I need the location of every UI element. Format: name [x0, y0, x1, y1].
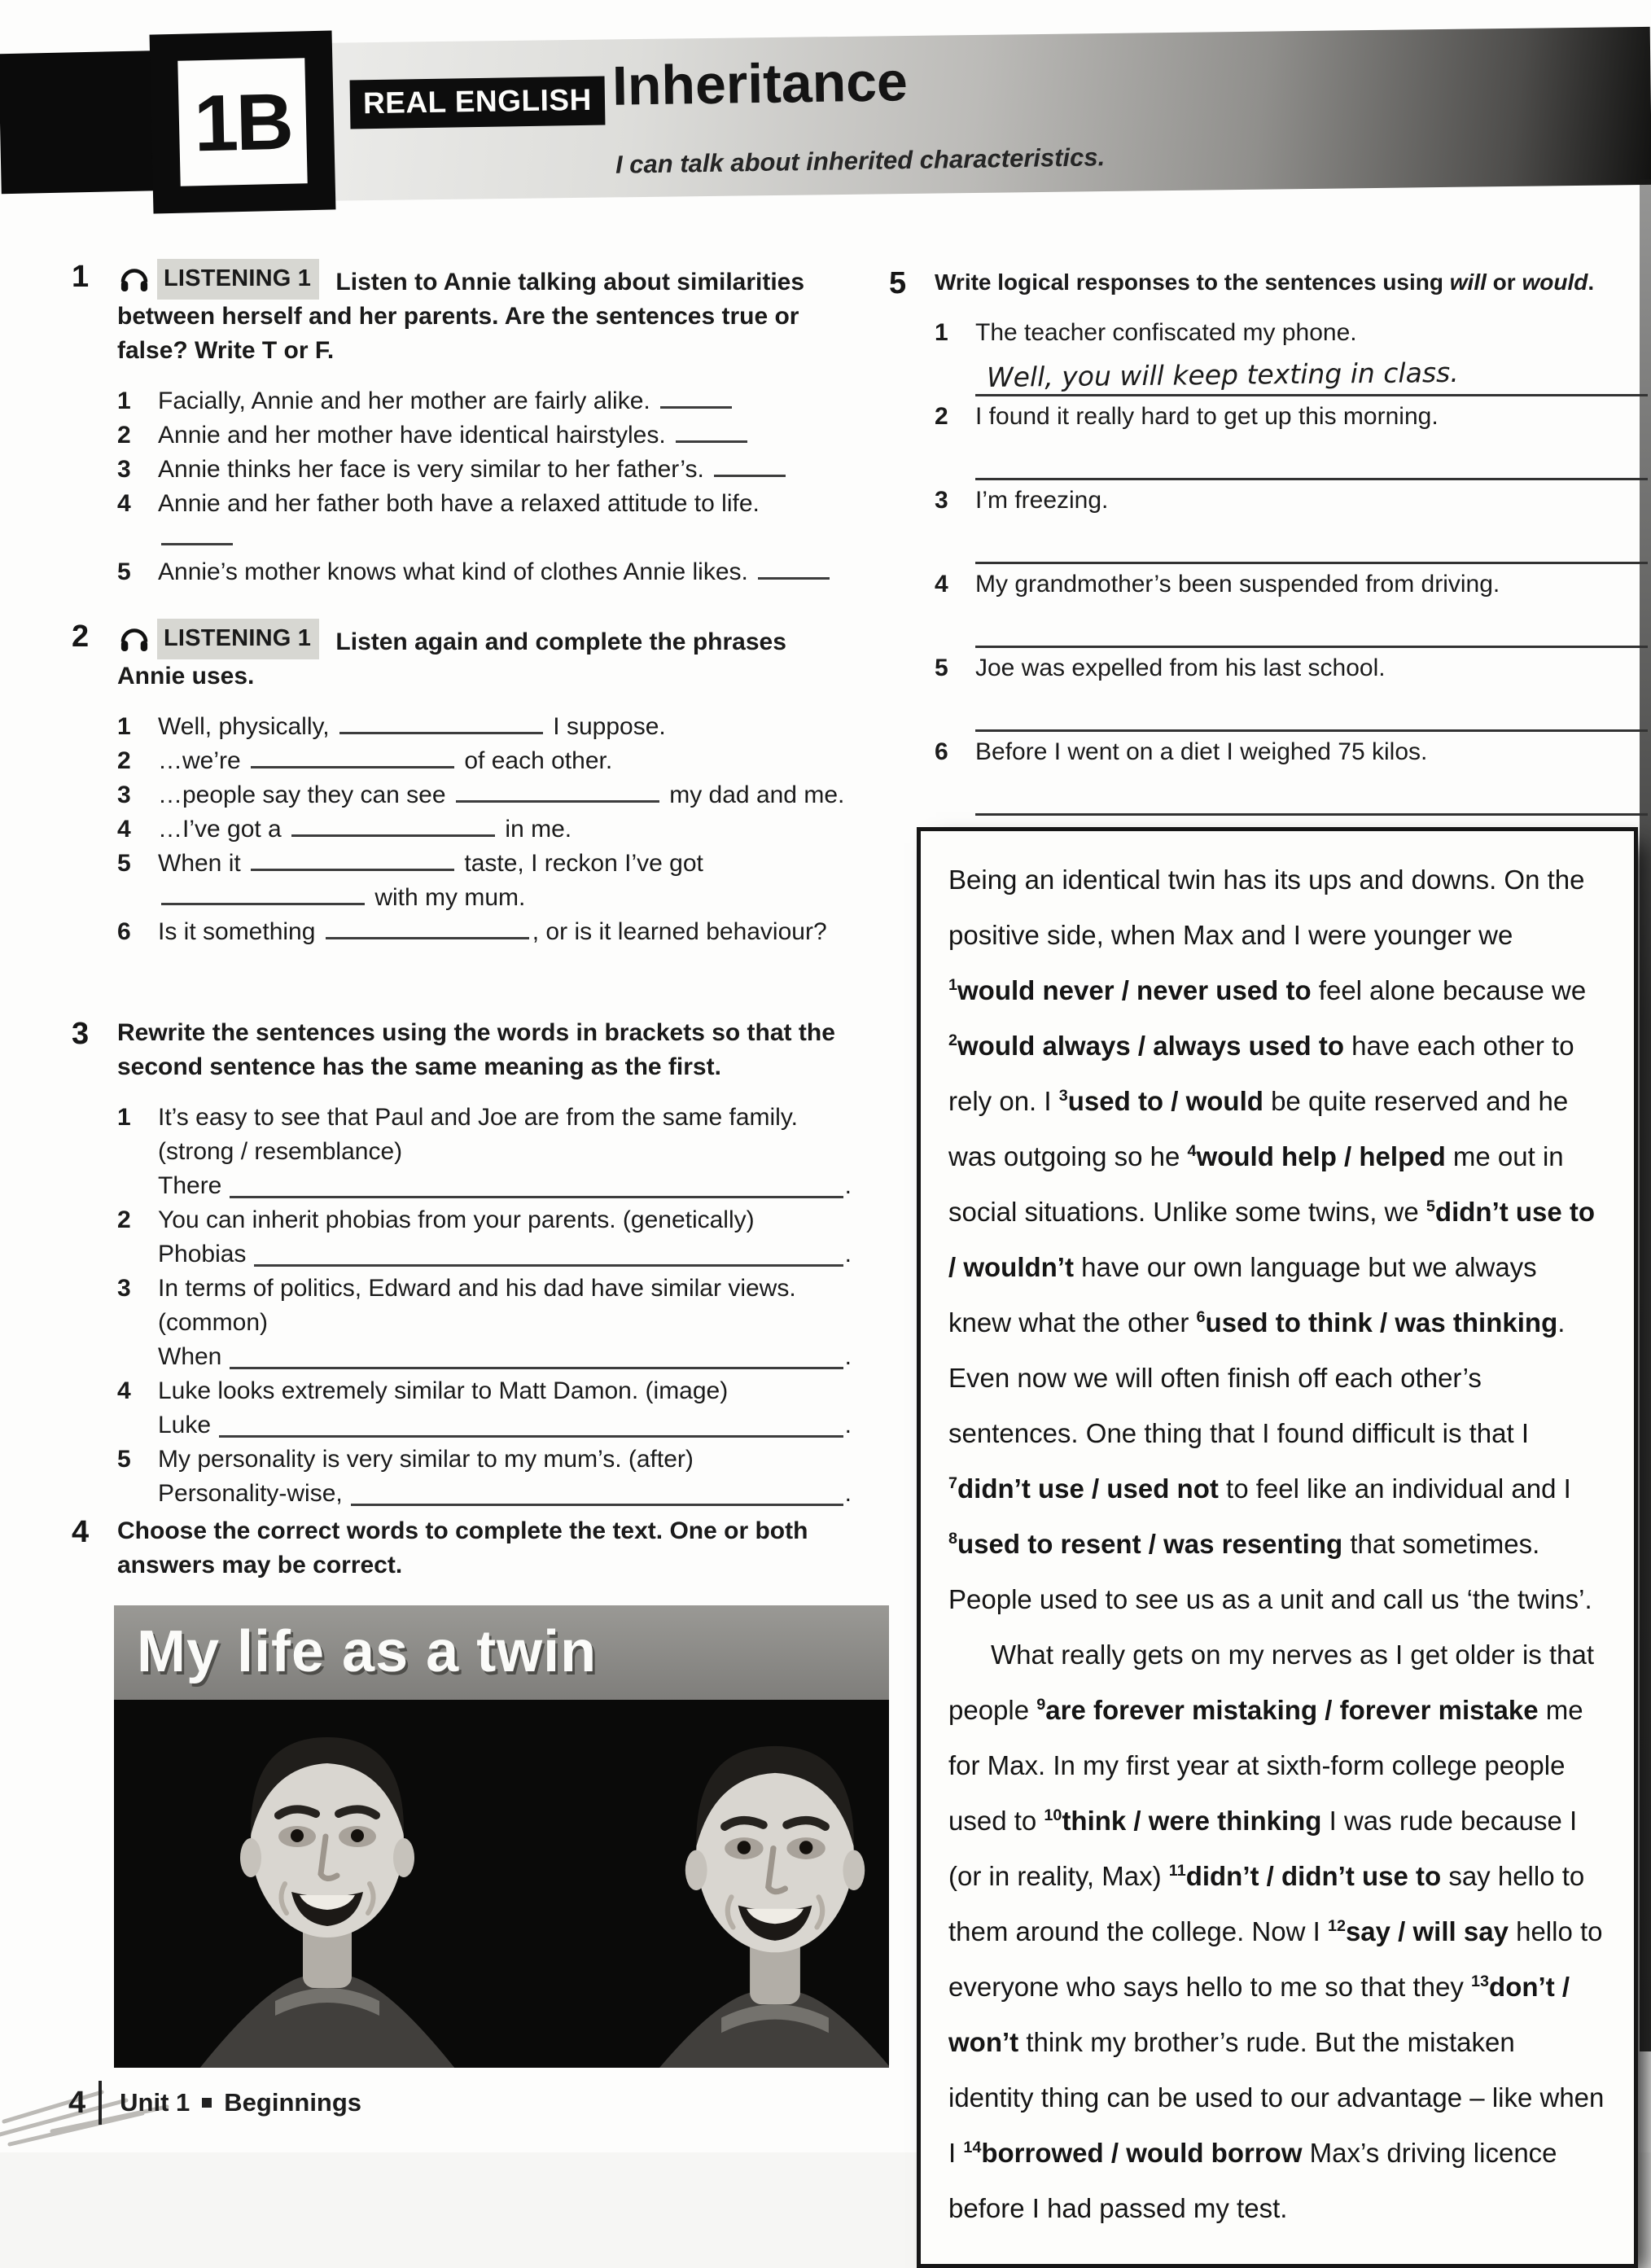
answer-line[interactable]: [975, 358, 1648, 396]
item-number: 5: [117, 850, 131, 877]
answer-blank[interactable]: [219, 1411, 843, 1438]
text-run: say / will say: [1345, 1916, 1509, 1946]
answer-blank[interactable]: [251, 848, 454, 872]
item-number: 6: [935, 738, 948, 765]
superscript-number: 4: [1187, 1142, 1197, 1160]
answer-blank[interactable]: [161, 882, 365, 906]
exercise-5: [889, 265, 1648, 819]
handwritten-answer: Well, you will keep texting in class.: [986, 356, 1459, 393]
sentence-starter: Personality-wise,: [158, 1480, 343, 1507]
superscript-number: 9: [1036, 1696, 1046, 1714]
sentence: In terms of politics, Edward and his dad have similar views. (common): [158, 1275, 796, 1336]
list-item: [117, 1374, 852, 1443]
text-run: used to think / was thinking: [1205, 1307, 1558, 1338]
answer-blank[interactable]: [351, 1479, 843, 1506]
text-run: Being an identical twin has its ups and downs. On the positive side, when Max and I were younger we: [948, 865, 1585, 950]
text-run: Annie’s mother knows what kind of clothes Annie likes.: [158, 558, 755, 585]
text-run: taste, I reckon I’ve got: [458, 850, 703, 877]
text-run: don’t / won’t: [948, 1972, 1570, 2057]
text-run: Is it something: [158, 918, 322, 945]
item-text: [158, 487, 852, 555]
end-punctuation: .: [844, 1172, 852, 1199]
list-item: [117, 418, 852, 453]
real-english-badge: REAL ENGLISH: [350, 77, 606, 129]
exercise-body: [117, 1514, 852, 1583]
exercise-number: 2: [72, 620, 90, 654]
end-punctuation: .: [844, 1412, 852, 1438]
item-number: 4: [117, 1377, 131, 1404]
instruction-text: Listen to Annie talking about similarities between herself and her parents. Are the sentences true or false? Write T or F.: [117, 269, 805, 364]
item-text: [158, 1443, 852, 1511]
text-run: would help / helped: [1196, 1141, 1446, 1171]
item-number: 3: [117, 782, 131, 808]
list-item: [117, 1443, 852, 1511]
page-title: Inheritance: [611, 50, 909, 117]
text-run: didn’t / didn’t use to: [1185, 1861, 1442, 1891]
answer-blank[interactable]: [339, 711, 543, 735]
text-run: to feel like an individual and I: [1218, 1473, 1571, 1504]
my-life-as-a-twin-figure: [114, 1605, 889, 2068]
page-number: 4: [68, 2085, 86, 2120]
list-item: [935, 567, 1648, 648]
answer-blank[interactable]: [714, 454, 786, 478]
text-run: Annie and her father both have a relaxed attitude to life.: [158, 490, 760, 517]
text-run: .: [1588, 269, 1595, 295]
superscript-number: 6: [1196, 1308, 1206, 1326]
rewrite-answer-row: [158, 1477, 852, 1511]
list-item: [117, 1203, 852, 1272]
question-text: I’m freezing.: [975, 487, 1109, 514]
headphones-icon: [117, 262, 151, 296]
text-run: Write logical responses to the sentences using: [935, 269, 1450, 295]
sentence-starter: When: [158, 1343, 222, 1370]
text-run: would never / never used to: [957, 975, 1312, 1005]
exercise-body: [935, 265, 1648, 819]
item-text: [158, 1203, 852, 1272]
item-text: [158, 812, 852, 847]
superscript-number: 5: [1425, 1197, 1435, 1215]
twins-photo: [114, 1700, 889, 2068]
text-run: What really gets on my nerves as I get older is that people: [948, 1640, 1595, 1725]
item-text: [158, 915, 852, 949]
answer-blank[interactable]: [456, 780, 659, 803]
headphones-icon: [117, 622, 151, 656]
handwritten-answer: [975, 644, 987, 646]
footer-unit-label: Unit 1: [120, 2088, 190, 2117]
twin-text-paragraph: [948, 852, 1606, 1627]
answer-blank[interactable]: [758, 557, 830, 580]
handwritten-answer: [975, 560, 987, 562]
sentence: You can inherit phobias from your parents. (genetically): [158, 1206, 755, 1233]
page-subtitle: I can talk about inherited characteristics.: [615, 142, 1106, 179]
item-text: [158, 847, 852, 915]
text-run: Max’s driving licence before I had passed my test.: [948, 2138, 1557, 2223]
superscript-number: 11: [1168, 1862, 1186, 1880]
list-item: [935, 651, 1648, 732]
text-run: hello to everyone who says hello to me so that they: [948, 1916, 1603, 2002]
sentence-starter: Phobias: [158, 1241, 247, 1268]
text-run: I suppose.: [545, 713, 666, 740]
exercise-instruction: Choose the correct words to complete the text. One or both answers may be correct.: [117, 1517, 808, 1578]
superscript-number: 1: [948, 976, 958, 994]
question-row: [935, 484, 1648, 518]
answer-blank[interactable]: [251, 746, 454, 769]
item-number: 1: [117, 1104, 131, 1131]
rewrite-answer-row: [158, 1408, 852, 1443]
question-text: The teacher confiscated my phone.: [975, 319, 1357, 346]
item-number: 1: [935, 319, 948, 346]
item-number: 2: [935, 403, 948, 430]
question-text: My grandmother’s been suspended from driving.: [975, 571, 1500, 598]
item-text: [158, 710, 852, 744]
twin-text-box: [917, 827, 1638, 2268]
text-run: …we’re: [158, 747, 248, 774]
corner-decoration: [0, 50, 176, 194]
item-number: 4: [935, 571, 948, 598]
list-item: [935, 484, 1648, 564]
sentence: It’s easy to see that Paul and Joe are from the same family. (strong / resemblance): [158, 1104, 798, 1165]
text-run: my dad and me.: [662, 782, 845, 808]
text-run: me out in social situations. Unlike some twins, we: [948, 1141, 1564, 1227]
exercise-items: [935, 316, 1648, 816]
listening-badge: [117, 259, 319, 300]
item-number: 6: [117, 918, 131, 945]
list-item: [935, 735, 1648, 816]
handwritten-answer: [975, 476, 987, 478]
item-text: [158, 555, 852, 589]
text-run: Annie thinks her face is very similar to her father’s.: [158, 456, 712, 483]
item-number: 3: [117, 456, 131, 483]
item-text: [158, 1272, 852, 1374]
question-row: [935, 735, 1648, 769]
text-run: be quite reserved and he was outgoing so he: [948, 1086, 1569, 1171]
exercise-number: 4: [72, 1515, 90, 1549]
exercise-items: [117, 384, 852, 589]
footer-section-label: Beginnings: [224, 2088, 362, 2117]
text-run: used to / would: [1067, 1086, 1263, 1116]
question-text: Before I went on a diet I weighed 75 kilos.: [975, 738, 1428, 765]
superscript-number: 2: [948, 1031, 958, 1049]
item-text: [158, 1374, 852, 1443]
list-item: [935, 316, 1648, 396]
text-run: . Even now we will often finish off each other’s sentences. One thing that I found difficult is that I: [948, 1307, 1566, 1448]
superscript-number: 3: [1058, 1087, 1068, 1105]
item-number: 3: [935, 487, 948, 514]
text-run: think my brother’s rude. But the mistaken identity thing can be used to our advantage – like when I: [948, 2027, 1605, 2168]
page-footer: [68, 2081, 361, 2125]
exercise-instruction: [117, 619, 852, 694]
exercise-instruction: Rewrite the sentences using the words in brackets so that the second sentence has the same meaning as the first.: [117, 1019, 835, 1080]
exercise-instruction: [117, 259, 852, 368]
list-item: [117, 744, 852, 778]
question-text: I found it really hard to get up this morning.: [975, 403, 1439, 430]
text-run: or: [1486, 269, 1522, 295]
item-text: [158, 1101, 852, 1203]
text-run: …I’ve got a: [158, 816, 289, 843]
exercise-items: [117, 710, 852, 949]
list-item: [117, 1272, 852, 1374]
exercise-body: [117, 259, 852, 589]
exercise-number: 5: [889, 266, 907, 300]
list-item: [117, 453, 852, 487]
exercise-number: 3: [72, 1017, 90, 1051]
item-number: 2: [117, 1206, 131, 1233]
answer-blank[interactable]: [161, 523, 233, 546]
figure-banner: [114, 1605, 889, 1700]
text-run: borrowed / would borrow: [981, 2138, 1303, 2168]
superscript-number: 14: [963, 2139, 982, 2156]
exercise-1: [72, 259, 852, 589]
answer-blank[interactable]: [326, 917, 529, 940]
unit-code-box: [150, 30, 336, 213]
text-run: …people say they can see: [158, 782, 453, 808]
question-row: [935, 400, 1648, 434]
answer-blank[interactable]: [291, 814, 495, 838]
exercise-instruction: [935, 265, 1648, 300]
answer-blank[interactable]: [254, 1240, 843, 1267]
answer-line[interactable]: [975, 694, 1648, 732]
sentence-starter: There: [158, 1172, 222, 1199]
text-run: would: [1522, 269, 1588, 295]
text-run: will: [1449, 269, 1487, 295]
superscript-number: 10: [1044, 1806, 1062, 1824]
text-run: are forever mistaking / forever mistake: [1045, 1695, 1539, 1725]
text-run: of each other.: [458, 747, 613, 774]
handwritten-answer: [975, 728, 987, 729]
sentence: My personality is very similar to my mum’s. (after): [158, 1446, 694, 1473]
text-run: that sometimes. People used to see us as a unit and call us ‘the twins’.: [948, 1529, 1592, 1614]
rewrite-answer-row: [158, 1340, 852, 1374]
question-row: [935, 567, 1648, 602]
answer-blank[interactable]: [660, 386, 732, 409]
list-item: [117, 555, 852, 589]
end-punctuation: .: [844, 1241, 852, 1268]
listening-label: LISTENING 1: [157, 619, 319, 659]
item-number: 2: [117, 422, 131, 449]
text-run: in me.: [498, 816, 572, 843]
sentence: Luke looks extremely similar to Matt Damon. (image): [158, 1377, 729, 1404]
square-bullet-icon: [202, 2098, 212, 2108]
handwritten-answer: [975, 812, 987, 813]
list-item: [117, 1101, 852, 1203]
list-item: [117, 847, 852, 915]
item-number: 4: [117, 490, 131, 517]
text-run: think / were thinking: [1062, 1806, 1322, 1836]
text-run: with my mum.: [368, 884, 526, 911]
superscript-number: 8: [948, 1530, 958, 1548]
exercise-2: [72, 619, 852, 949]
item-number: 5: [117, 558, 131, 585]
list-item: [935, 400, 1648, 480]
figure-title: My life as a twin: [137, 1619, 598, 1684]
item-text: [158, 384, 852, 418]
answer-line[interactable]: [975, 526, 1648, 564]
exercise-number: 1: [72, 260, 90, 294]
twin-text-paragraph: [948, 1627, 1606, 2236]
question-row: [935, 651, 1648, 685]
superscript-number: 7: [948, 1474, 958, 1492]
exercise-items: [117, 1101, 852, 1511]
text-run: didn’t use / used not: [957, 1473, 1219, 1504]
item-text: [158, 453, 852, 487]
text-run: used to resent / was resenting: [957, 1529, 1343, 1559]
text-run: Annie and her mother have identical hairstyles.: [158, 422, 673, 449]
text-run: have our own language but we always knew what the other: [948, 1252, 1537, 1338]
exercise-body: [117, 1016, 852, 1511]
answer-line[interactable]: [975, 442, 1648, 480]
question-text: Joe was expelled from his last school.: [975, 655, 1386, 681]
text-run: Well, physically,: [158, 713, 336, 740]
rewrite-answer-row: [158, 1237, 852, 1272]
text-run: I was rude because I (or in reality, Max): [948, 1806, 1578, 1891]
text-run: Facially, Annie and her mother are fairly alike.: [158, 387, 658, 414]
item-text: [158, 418, 852, 453]
end-punctuation: .: [844, 1480, 852, 1507]
answer-blank[interactable]: [230, 1171, 843, 1198]
superscript-number: 13: [1471, 1972, 1490, 1990]
list-item: [117, 710, 852, 744]
answer-line[interactable]: [975, 777, 1648, 816]
item-text: [158, 778, 852, 812]
listening-badge: [117, 619, 319, 659]
listening-label: LISTENING 1: [157, 259, 319, 300]
text-run: When it: [158, 850, 248, 877]
text-run: would always / always used to: [957, 1031, 1345, 1061]
superscript-number: 12: [1327, 1917, 1346, 1935]
text-run: me for Max. In my first year at sixth-form college people used to: [948, 1695, 1583, 1836]
instruction-text: Listen again and complete the phrases Annie uses.: [117, 628, 786, 690]
answer-blank[interactable]: [230, 1342, 843, 1369]
item-number: 4: [117, 816, 131, 843]
list-item: [117, 384, 852, 418]
text-run: , or is it learned behaviour?: [532, 918, 827, 945]
item-number: 2: [117, 747, 131, 774]
exercise-3: [72, 1016, 852, 1511]
item-text: [158, 744, 852, 778]
item-number: 1: [117, 713, 131, 740]
unit-code: 1B: [193, 76, 292, 168]
item-number: 3: [117, 1275, 131, 1302]
text-run: didn’t use to / wouldn’t: [948, 1197, 1596, 1282]
answer-line[interactable]: [975, 610, 1648, 648]
item-number: 1: [117, 387, 131, 414]
item-number: 5: [117, 1446, 131, 1473]
exercise-4: [72, 1514, 852, 1583]
list-item: [117, 487, 852, 555]
item-number: 5: [935, 655, 948, 681]
question-row: [935, 316, 1648, 350]
text-run: feel alone because we: [1311, 975, 1587, 1005]
list-item: [117, 778, 852, 812]
list-item: [117, 812, 852, 847]
unit-code-inner: [177, 58, 307, 186]
text-run: have each other to rely on. I: [948, 1031, 1574, 1116]
exercise-body: [117, 619, 852, 949]
answer-blank[interactable]: [676, 420, 747, 444]
twins-illustration: [114, 1700, 889, 2068]
text-run: say hello to them around the college. Now I: [948, 1861, 1585, 1946]
list-item: [117, 915, 852, 949]
sentence-starter: Luke: [158, 1412, 212, 1438]
rewrite-answer-row: [158, 1169, 852, 1203]
end-punctuation: .: [844, 1343, 852, 1370]
footer-divider: [99, 2081, 102, 2125]
